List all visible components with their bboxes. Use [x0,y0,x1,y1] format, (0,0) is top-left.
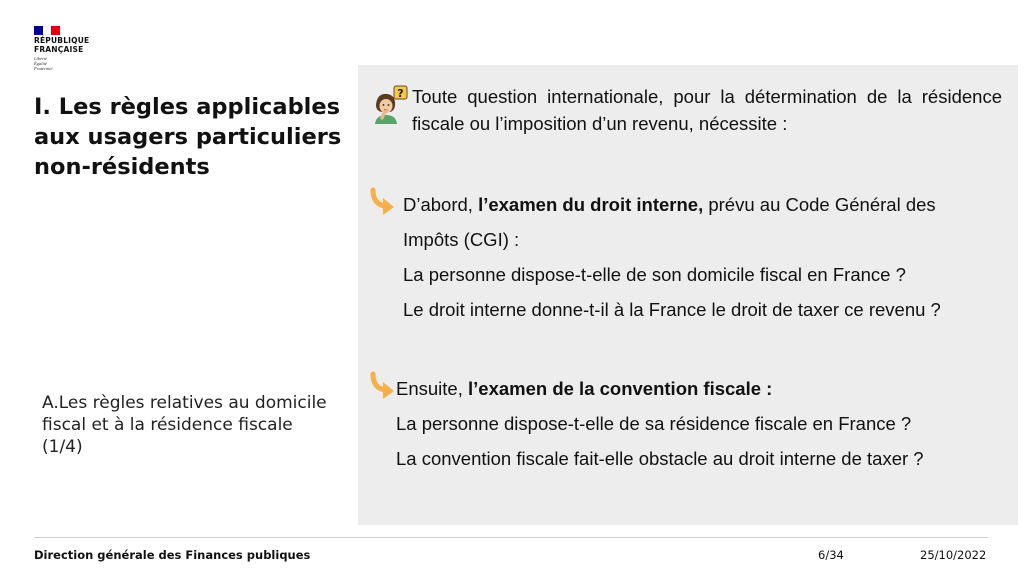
section2-bold: l’examen de la convention fiscale : [468,378,773,399]
footer-divider [34,537,988,538]
section2-question1: La personne dispose-t-elle de sa résidence fiscale en France ? [396,413,912,434]
slide-title: I. Les règles applicables aux usagers particuliers non-résidents [34,94,342,180]
svg-text:?: ? [397,87,404,100]
intro-text: Toute question internationale, pour la détermination de la résidence fiscale ou l’imposition d’un revenu, nécessite : [412,86,1002,134]
logo-title [34,37,114,54]
logo-motto [34,56,114,71]
section1-heading [368,187,1013,222]
section1-bold: l’examen du droit interne, [478,194,704,215]
logo-title-line1: RÉPUBLIQUE [34,36,90,45]
section2-question2: La convention fiscale fait-elle obstacle au droit interne de taxer ? [396,448,924,469]
thinking-person-question-icon [372,85,410,125]
motto-liberte: Liberté [34,56,47,61]
section1-question2: Le droit interne donne-t-il à la France le droit de taxer ce revenu ? [403,299,941,320]
section1-suffix: prévu au Code Général des [703,194,936,215]
french-flag-icon [34,26,60,35]
curved-arrow-icon [368,187,398,217]
section-convention-fiscale [368,371,1013,476]
section2-prefix: Ensuite, [396,378,468,399]
footer-organization: Direction générale des Finances publiques [34,548,311,562]
footer-page-number: 6/34 [818,548,844,562]
motto-fraternite: Fraternité [34,66,53,71]
section1-line2: Impôts (CGI) : [403,229,520,250]
republique-francaise-logo [34,26,114,71]
intro-block [372,83,1002,137]
section2-heading [368,371,1013,406]
section1-prefix: D’abord, [403,194,479,215]
slide-subtitle: A.Les règles relatives au domicile fiscal et à la résidence fiscale (1/4) [42,393,327,457]
content-panel [358,65,1018,525]
logo-title-line2: FRANÇAISE [34,44,84,54]
footer-date: 25/10/2022 [920,548,987,562]
section1-question1: La personne dispose-t-elle de son domicile fiscal en France ? [403,264,906,285]
section-droit-interne [368,187,1013,327]
motto-egalite: Égalité [34,61,47,66]
curved-arrow-icon [368,371,398,401]
